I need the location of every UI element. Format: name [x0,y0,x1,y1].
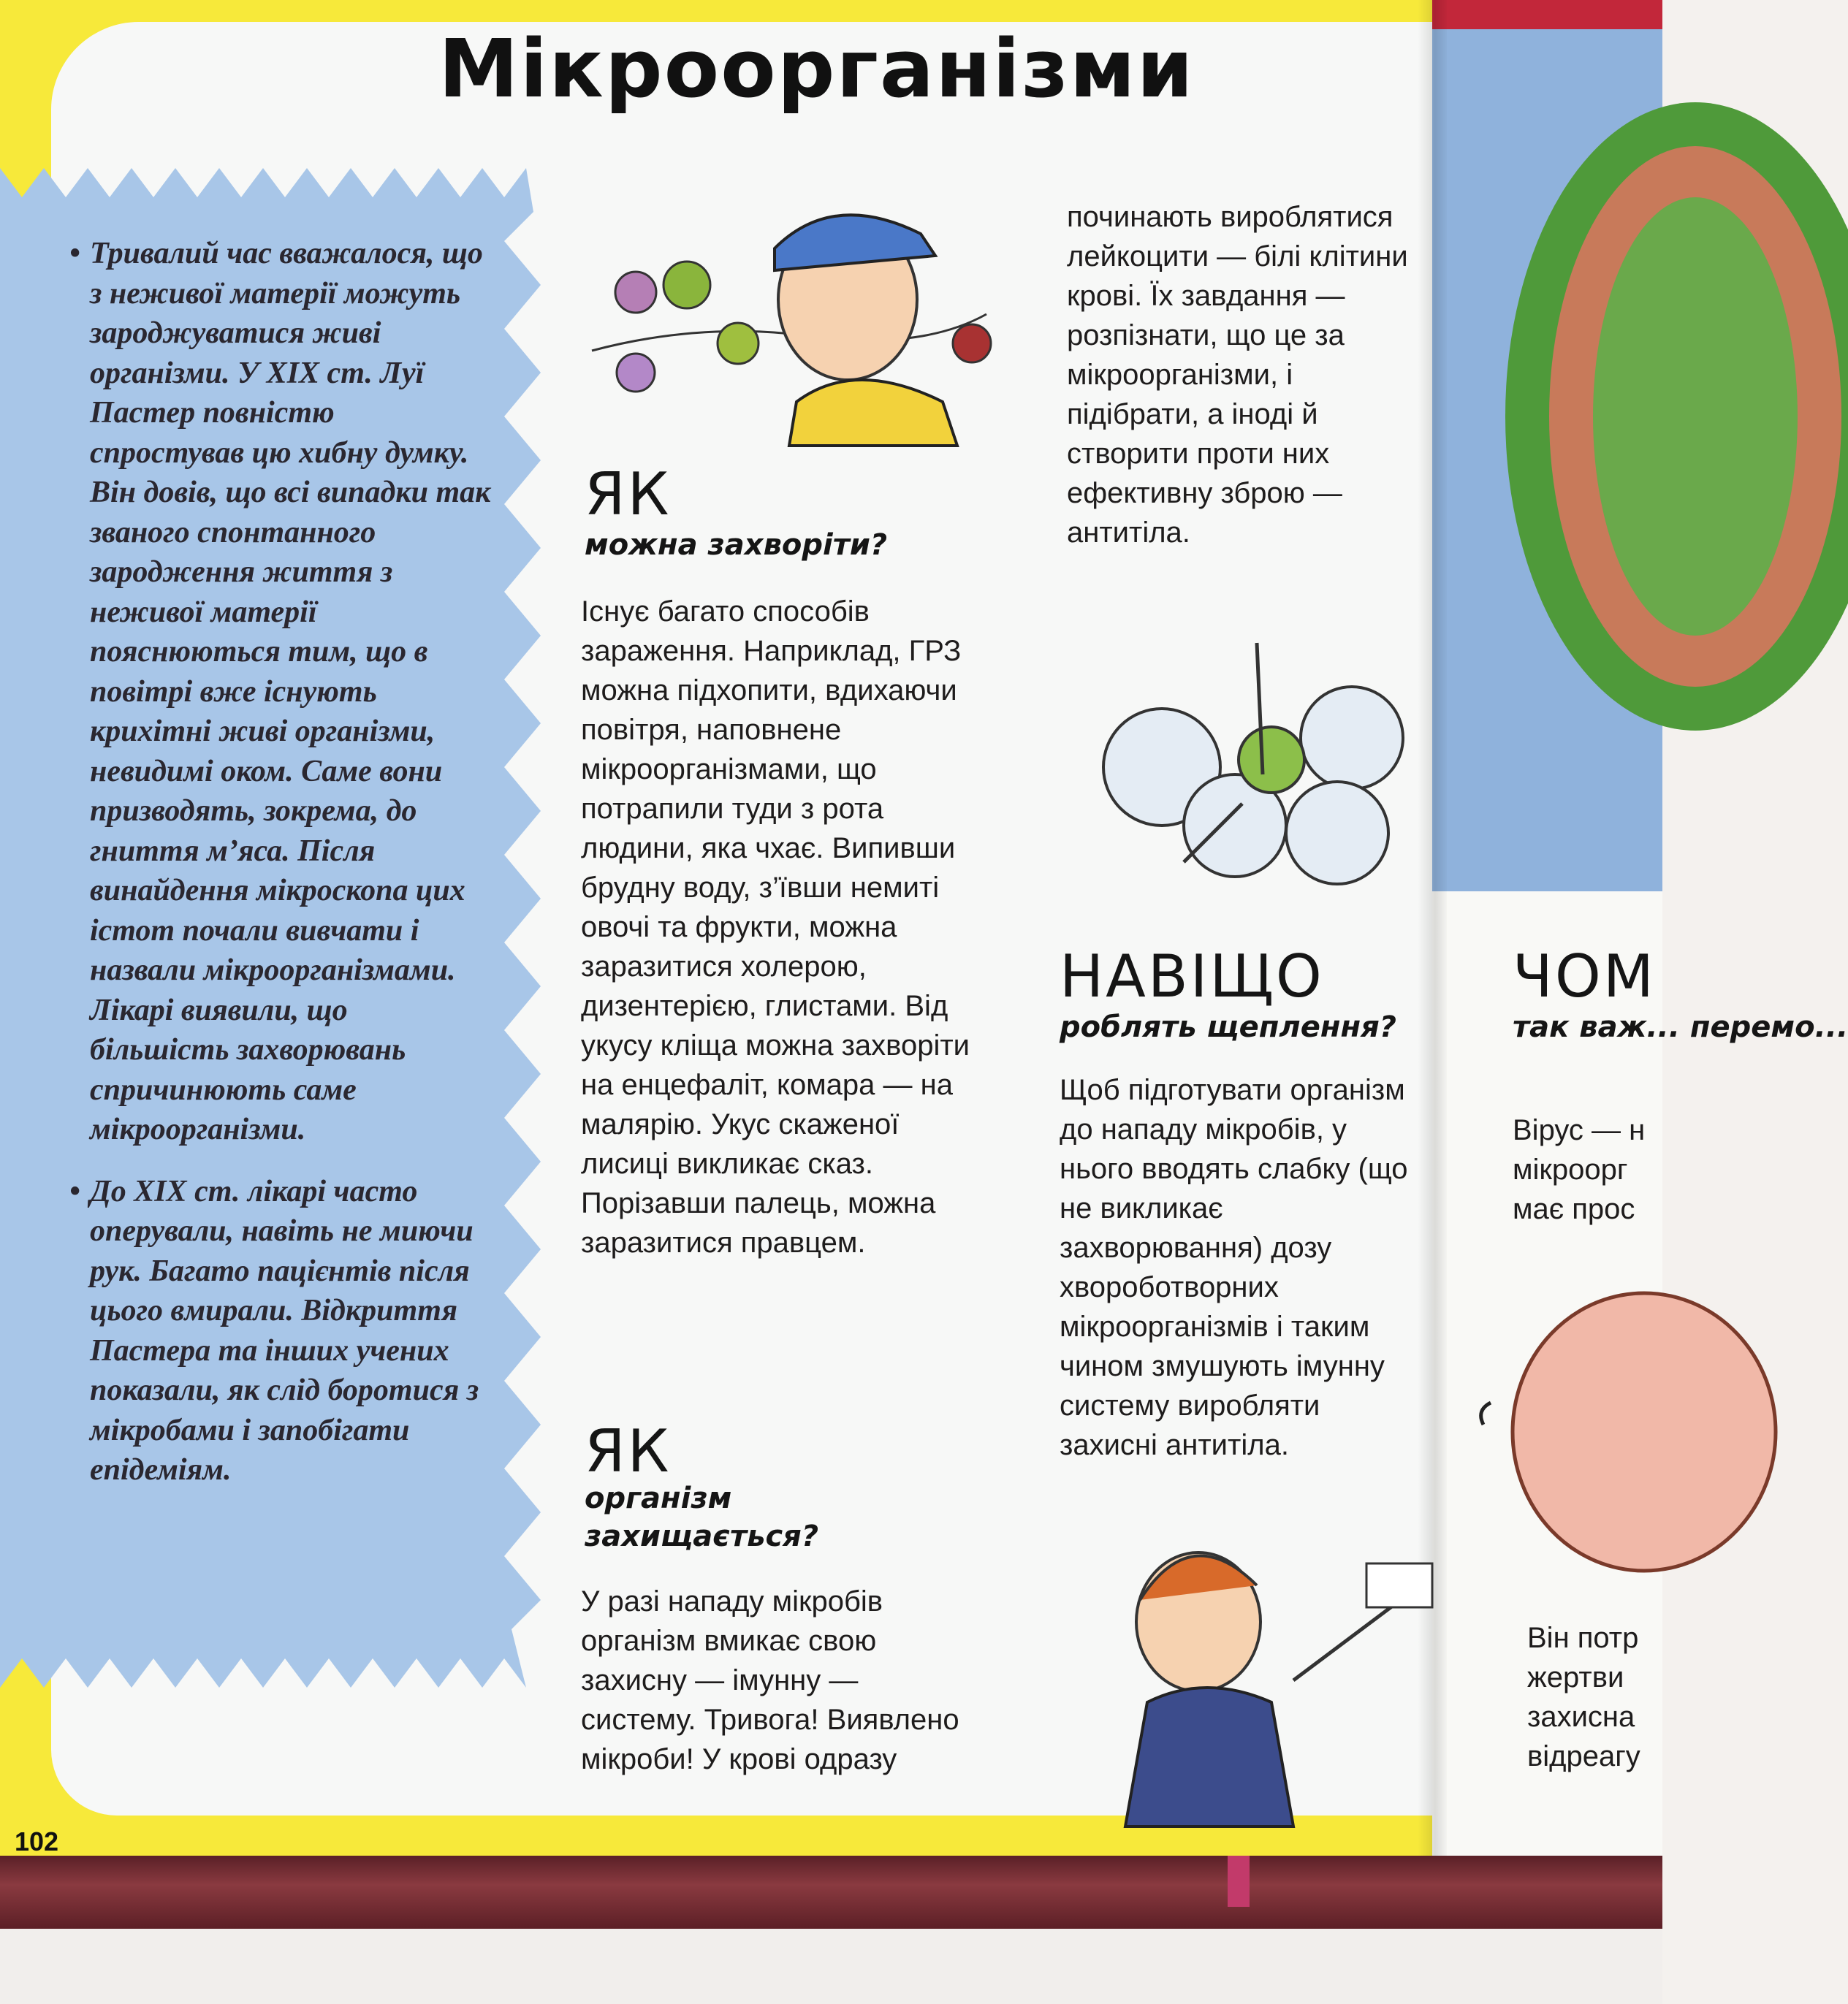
sidebar-paragraph: • Тривалий час вважалося, що з неживої матерії можуть зароджуватися живі організми. У XIX ст. Луї Пастер повністю спростував цю хибну думку. Він довів, що всі випадки так званого спонтанного зародження життя з неживої матерії пояснюються тим, що в повітрі вже існують крихітні живі організми, невидимі оком. Саме вони призводять, зокрема, до гниття м’яса. Після винайдення мікроскопа цих істот почали вивчати і назвали мікроорганізмами. Лікарі виявили, що більшість захворювань спричинюють саме мікроорганізми. [69,234,493,1150]
book-cover-edge [0,1856,1662,1929]
bullet-icon: • [69,237,80,270]
section-subheading-defense: організм захищається? [585,1482,819,1553]
section-text-why-bottom: Він потр жертви захисна відреагу [1527,1622,1640,1772]
page-title: Мікроорганізми [438,22,1195,115]
section-heading-why: ЧОМ [1513,942,1656,1010]
sidebar-text [69,234,493,1512]
bacterium-illustration [1476,88,1662,745]
right-page-red-edge [1432,0,1662,29]
leukocytes-text: починають вироблятися лейкоцити — білі клітини крові. Їх завдання — розпізнати, що це за мікроорганізми, і підібрати, а іноді й створити проти них ефективну зброю — антитіла. [1067,201,1408,549]
bullet-icon: • [69,1174,80,1208]
section-heading-how-sick: ЯК [585,460,672,528]
section-heading-vaccination: НАВІЩО [1060,942,1324,1010]
vaccination-boy-illustration [1089,1534,1432,1826]
leukocytes-fighting-illustration [1089,643,1432,928]
section-subheading-why: так важ... перемо... [1513,1010,1848,1044]
section-text-vaccination: Щоб підготувати організм до нападу мікробів, у нього вводять слабку (що не викликає захворювання) дозу хвороботворних мікроорганізмів і таким чином змушують імунну систему виробляти захисні антитіла. [1060,1074,1408,1461]
section-text-how-sick: Існує багато способів зараження. Наприклад, ГРЗ можна підхопити, вдихаючи повітря, наповнене мікроорганізмами, що потрапили туди з рота людини, яка чхає. Випивши брудну воду, з’ївши немиті овочі та фрукти, можна заразитися холерою, дизентерією, глистами. Від укусу кліща можна захворіти на енцефаліт, комара — на малярію. Укус скаженої лисиці викликає сказ. Порізавши палець, можна заразитися правцем. [581,595,970,1259]
section-subheading-vaccination: роблять щеплення? [1060,1010,1396,1044]
section-text-why-top: Вірус — н мікроорг має прос [1513,1114,1646,1225]
sidebar-paragraph: • До XIX ст. лікарі часто оперували, навіть не миючи рук. Багато пацієнтів після цього вмирали. Відкриття Пастера та інших учених показали, як слід боротися з мікробами і запобігати епідеміям. [69,1172,493,1490]
bookmark-ribbon [1228,1856,1250,1907]
section-heading-defense: ЯК [585,1417,672,1485]
page-number: 102 [15,1826,59,1856]
sneezing-boy-illustration [577,183,1001,446]
section-subheading-how-sick: можна захворіти? [585,528,888,562]
virus-character-illustration [1469,1279,1662,1585]
section-text-defense: У разі нападу мікробів організм вмикає свою захисну — імунну — систему. Тривога! Виявлено мікроби! У крові одразу [581,1585,959,1775]
